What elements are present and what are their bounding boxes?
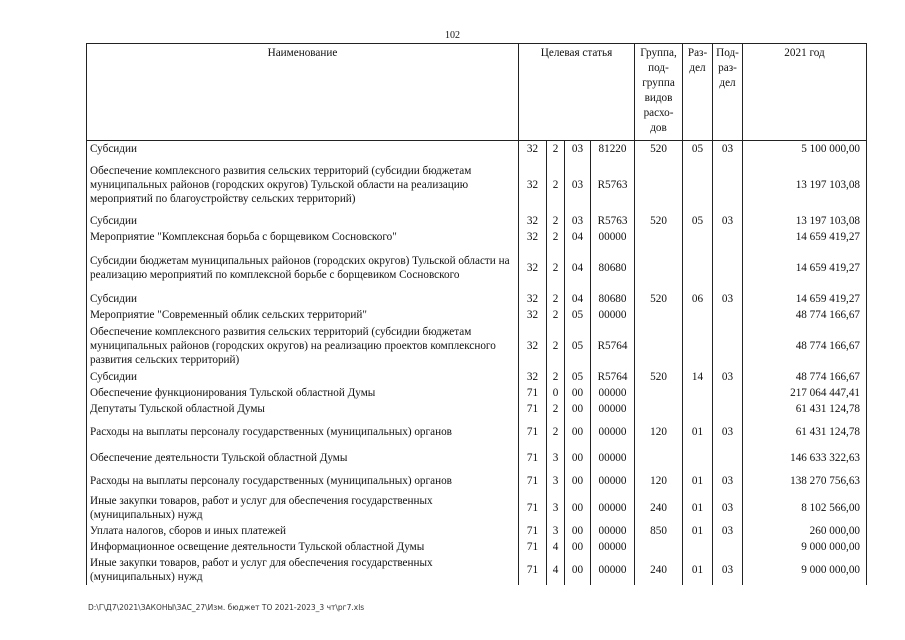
amount-2021: 146 633 322,63: [743, 447, 867, 469]
section-code: 05: [683, 213, 713, 229]
expense-group: [635, 307, 683, 323]
target-event: 00: [565, 385, 591, 401]
target-program: 32: [519, 307, 547, 323]
subsection-code: 03: [713, 469, 743, 493]
subsection-code: 03: [713, 213, 743, 229]
expense-group: [635, 385, 683, 401]
target-event: 00: [565, 417, 591, 447]
subsection-code: 03: [713, 493, 743, 523]
expense-group: [635, 539, 683, 555]
table-row: [87, 417, 867, 447]
row-name: Обеспечение комплексного развития сельских территорий (субсидии бюджетам муниципальных районов (городских округов) Тульской области на реализацию мероприятий по благоустройству сельских территорий): [87, 157, 519, 213]
target-direction: 00000: [591, 493, 635, 523]
target-direction: 00000: [591, 539, 635, 555]
target-subprogram: 2: [547, 141, 565, 158]
amount-2021: 61 431 124,78: [743, 401, 867, 417]
amount-2021: 14 659 419,27: [743, 291, 867, 307]
amount-2021: 61 431 124,78: [743, 417, 867, 447]
target-program: 32: [519, 229, 547, 245]
target-direction: 00000: [591, 555, 635, 585]
target-event: 00: [565, 401, 591, 417]
subsection-code: 03: [713, 369, 743, 385]
page-number: 102: [445, 30, 460, 41]
table-row: [87, 385, 867, 401]
target-subprogram: 2: [547, 369, 565, 385]
subsection-code: [713, 385, 743, 401]
target-direction: 00000: [591, 447, 635, 469]
expense-group: 240: [635, 493, 683, 523]
expense-group: [635, 229, 683, 245]
section-code: 05: [683, 141, 713, 158]
table-row: [87, 539, 867, 555]
amount-2021: 13 197 103,08: [743, 213, 867, 229]
subsection-code: [713, 539, 743, 555]
amount-2021: 14 659 419,27: [743, 229, 867, 245]
target-subprogram: 0: [547, 385, 565, 401]
section-code: 01: [683, 417, 713, 447]
subsection-code: 03: [713, 141, 743, 158]
section-code: [683, 157, 713, 213]
target-program: 32: [519, 369, 547, 385]
target-program: 32: [519, 141, 547, 158]
table-row: [87, 523, 867, 539]
section-code: 01: [683, 469, 713, 493]
expense-group: 520: [635, 141, 683, 158]
row-name: Субсидии бюджетам муниципальных районов (городских округов) Тульской области на реализацию мероприятий по комплексной борьбе с борщевиком Сосновского: [87, 245, 519, 291]
target-subprogram: 2: [547, 245, 565, 291]
target-event: 00: [565, 539, 591, 555]
row-name: Субсидии: [87, 369, 519, 385]
target-subprogram: 2: [547, 307, 565, 323]
subsection-code: [713, 157, 743, 213]
row-name: Мероприятие "Комплексная борьба с борщевиком Сосновского": [87, 229, 519, 245]
target-event: 05: [565, 323, 591, 369]
header-expense-group: Группа, под-группа видов расхо-дов: [635, 44, 683, 141]
target-event: 04: [565, 291, 591, 307]
subsection-code: [713, 245, 743, 291]
target-program: 71: [519, 401, 547, 417]
row-name: Депутаты Тульской областной Думы: [87, 401, 519, 417]
target-program: 71: [519, 469, 547, 493]
table-header-row: [87, 44, 867, 141]
row-name: Субсидии: [87, 141, 519, 158]
expense-group: [635, 245, 683, 291]
table-row: [87, 213, 867, 229]
target-direction: 00000: [591, 307, 635, 323]
header-year-2021: 2021 год: [743, 44, 867, 141]
row-name: Субсидии: [87, 213, 519, 229]
section-code: [683, 539, 713, 555]
target-direction: R5764: [591, 323, 635, 369]
header-target-article: Целевая статья: [519, 44, 635, 141]
target-program: 71: [519, 447, 547, 469]
amount-2021: 9 000 000,00: [743, 539, 867, 555]
target-subprogram: 2: [547, 291, 565, 307]
target-event: 05: [565, 369, 591, 385]
table-row: [87, 157, 867, 213]
target-event: 00: [565, 493, 591, 523]
section-code: [683, 307, 713, 323]
expense-group: 520: [635, 369, 683, 385]
table-row: [87, 141, 867, 158]
subsection-code: [713, 307, 743, 323]
expense-group: [635, 323, 683, 369]
target-event: 04: [565, 229, 591, 245]
target-direction: 00000: [591, 523, 635, 539]
target-program: 71: [519, 555, 547, 585]
amount-2021: 5 100 000,00: [743, 141, 867, 158]
amount-2021: 48 774 166,67: [743, 323, 867, 369]
table-row: [87, 369, 867, 385]
expense-group: [635, 447, 683, 469]
target-subprogram: 3: [547, 493, 565, 523]
target-direction: 00000: [591, 229, 635, 245]
expense-group: 520: [635, 291, 683, 307]
row-name: Субсидии: [87, 291, 519, 307]
target-subprogram: 2: [547, 229, 565, 245]
section-code: [683, 245, 713, 291]
expense-group: 240: [635, 555, 683, 585]
target-subprogram: 3: [547, 469, 565, 493]
section-code: 06: [683, 291, 713, 307]
target-event: 00: [565, 523, 591, 539]
header-subsection: Под-раз-дел: [713, 44, 743, 141]
subsection-code: 03: [713, 523, 743, 539]
target-event: 00: [565, 469, 591, 493]
row-name: Иные закупки товаров, работ и услуг для обеспечения государственных (муниципальных) нужд: [87, 555, 519, 585]
file-path-footer: D:\Г\Д7\2021\ЗАКОНЫ\ЗАС_27\Изм. бюджет ТО 2021-2023_3 чт\рг7.xls: [88, 603, 365, 612]
section-code: 01: [683, 493, 713, 523]
amount-2021: 9 000 000,00: [743, 555, 867, 585]
row-name: Обеспечение деятельности Тульской областной Думы: [87, 447, 519, 469]
subsection-code: [713, 323, 743, 369]
table-row: [87, 555, 867, 585]
target-direction: 80680: [591, 291, 635, 307]
section-code: [683, 447, 713, 469]
target-subprogram: 4: [547, 539, 565, 555]
row-name: Расходы на выплаты персоналу государственных (муниципальных) органов: [87, 417, 519, 447]
target-program: 71: [519, 385, 547, 401]
target-direction: 81220: [591, 141, 635, 158]
subsection-code: [713, 401, 743, 417]
amount-2021: 48 774 166,67: [743, 369, 867, 385]
section-code: [683, 323, 713, 369]
subsection-code: [713, 229, 743, 245]
row-name: Информационное освещение деятельности Тульской областной Думы: [87, 539, 519, 555]
target-program: 71: [519, 539, 547, 555]
section-code: [683, 229, 713, 245]
subsection-code: 03: [713, 555, 743, 585]
section-code: 14: [683, 369, 713, 385]
target-program: 71: [519, 417, 547, 447]
section-code: 01: [683, 555, 713, 585]
target-subprogram: 2: [547, 157, 565, 213]
expense-group: 850: [635, 523, 683, 539]
target-event: 03: [565, 141, 591, 158]
expense-group: 120: [635, 469, 683, 493]
section-code: [683, 401, 713, 417]
target-subprogram: 2: [547, 213, 565, 229]
target-program: 32: [519, 213, 547, 229]
row-name: Обеспечение функционирования Тульской областной Думы: [87, 385, 519, 401]
target-event: 00: [565, 447, 591, 469]
target-program: 32: [519, 323, 547, 369]
target-program: 71: [519, 523, 547, 539]
target-event: 04: [565, 245, 591, 291]
amount-2021: 48 774 166,67: [743, 307, 867, 323]
table-row: [87, 307, 867, 323]
subsection-code: 03: [713, 417, 743, 447]
target-subprogram: 3: [547, 523, 565, 539]
row-name: Обеспечение комплексного развития сельских территорий (субсидии бюджетам муниципальных районов (городских округов) на реализацию проектов комплексного развития сельских территорий): [87, 323, 519, 369]
row-name: Мероприятие "Современный облик сельских территорий": [87, 307, 519, 323]
header-section: Раз-дел: [683, 44, 713, 141]
target-direction: 80680: [591, 245, 635, 291]
target-event: 03: [565, 157, 591, 213]
target-subprogram: 2: [547, 323, 565, 369]
budget-table: [86, 43, 867, 585]
table-row: [87, 401, 867, 417]
section-code: 01: [683, 523, 713, 539]
header-name: Наименование: [87, 44, 519, 141]
table-row: [87, 493, 867, 523]
amount-2021: 8 102 566,00: [743, 493, 867, 523]
amount-2021: 138 270 756,63: [743, 469, 867, 493]
table-row: [87, 229, 867, 245]
amount-2021: 260 000,00: [743, 523, 867, 539]
target-direction: R5763: [591, 157, 635, 213]
expense-group: 120: [635, 417, 683, 447]
expense-group: [635, 157, 683, 213]
row-name: Уплата налогов, сборов и иных платежей: [87, 523, 519, 539]
target-program: 32: [519, 291, 547, 307]
target-program: 32: [519, 157, 547, 213]
target-program: 71: [519, 493, 547, 523]
amount-2021: 217 064 447,41: [743, 385, 867, 401]
target-subprogram: 2: [547, 401, 565, 417]
table-row: [87, 245, 867, 291]
subsection-code: 03: [713, 291, 743, 307]
target-event: 00: [565, 555, 591, 585]
target-direction: 00000: [591, 385, 635, 401]
target-direction: R5763: [591, 213, 635, 229]
row-name: Расходы на выплаты персоналу государственных (муниципальных) органов: [87, 469, 519, 493]
target-subprogram: 3: [547, 447, 565, 469]
expense-group: [635, 401, 683, 417]
target-event: 03: [565, 213, 591, 229]
target-subprogram: 2: [547, 417, 565, 447]
target-event: 05: [565, 307, 591, 323]
table-body: [87, 141, 867, 586]
table-row: [87, 291, 867, 307]
subsection-code: [713, 447, 743, 469]
target-direction: R5764: [591, 369, 635, 385]
target-direction: 00000: [591, 401, 635, 417]
expense-group: 520: [635, 213, 683, 229]
table-row: [87, 447, 867, 469]
section-code: [683, 385, 713, 401]
target-direction: 00000: [591, 469, 635, 493]
target-direction: 00000: [591, 417, 635, 447]
table-row: [87, 469, 867, 493]
amount-2021: 13 197 103,08: [743, 157, 867, 213]
amount-2021: 14 659 419,27: [743, 245, 867, 291]
target-program: 32: [519, 245, 547, 291]
row-name: Иные закупки товаров, работ и услуг для обеспечения государственных (муниципальных) нужд: [87, 493, 519, 523]
target-subprogram: 4: [547, 555, 565, 585]
table-row: [87, 323, 867, 369]
